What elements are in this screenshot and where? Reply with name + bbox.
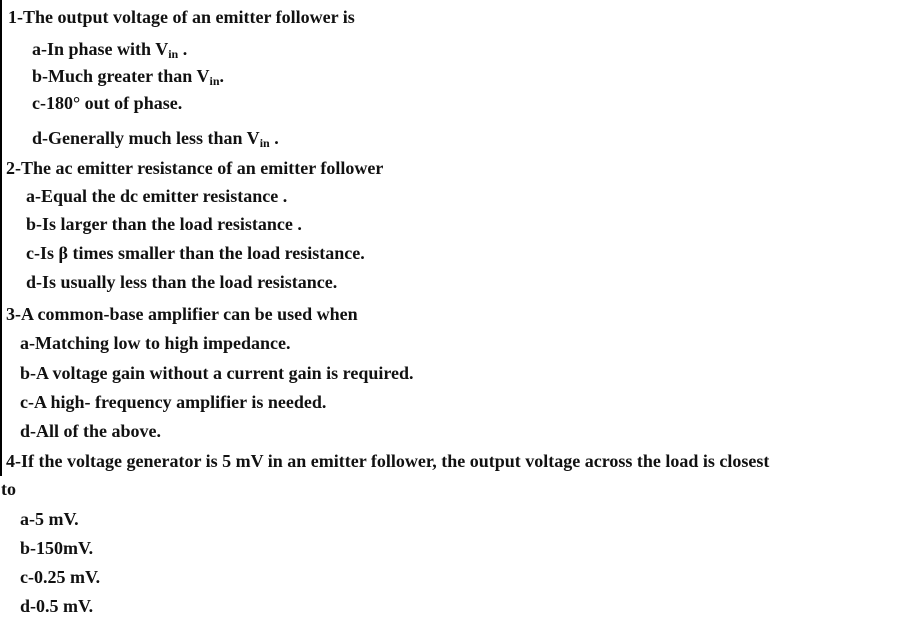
question-1-option-b[interactable]	[32, 65, 224, 87]
question-4-stem-continuation: to	[1, 479, 16, 499]
option-text: d-Generally much less than V	[32, 128, 260, 148]
question-3-option-c[interactable]: c-A high- frequency amplifier is needed.	[20, 392, 327, 412]
subscript: in	[209, 74, 220, 88]
question-1-stem: 1-The output voltage of an emitter follower is	[8, 7, 355, 27]
question-3-stem: 3-A common-base amplifier can be used when	[6, 304, 358, 324]
question-3-option-b[interactable]: b-A voltage gain without a current gain is required.	[20, 363, 414, 383]
subscript: in	[259, 136, 270, 150]
question-3-option-d[interactable]: d-All of the above.	[20, 421, 161, 441]
question-3-option-a[interactable]: a-Matching low to high impedance.	[20, 333, 291, 353]
question-2-option-b[interactable]: b-Is larger than the load resistance .	[26, 214, 302, 234]
question-1-option-a[interactable]	[32, 38, 187, 60]
question-4-option-b[interactable]: b-150mV.	[20, 538, 94, 558]
margin-rule	[0, 0, 2, 160]
question-2-stem: 2-The ac emitter resistance of an emitter follower	[6, 158, 384, 178]
option-suffix: .	[269, 128, 279, 148]
question-2-option-d[interactable]: d-Is usually less than the load resistance.	[26, 272, 338, 292]
option-text: c-180° out of phase.	[32, 93, 183, 113]
question-4-option-a[interactable]: a-5 mV.	[20, 509, 79, 529]
question-2-option-a[interactable]: a-Equal the dc emitter resistance .	[26, 186, 288, 206]
option-text: b-Much greater than V	[32, 66, 210, 86]
question-1-option-d[interactable]	[32, 127, 279, 149]
option-text: a-In phase with V	[32, 39, 169, 59]
question-4-stem: 4-If the voltage generator is 5 mV in an emitter follower, the output voltage across the load is closest	[6, 451, 770, 471]
question-2-option-c[interactable]: c-Is β times smaller than the load resistance.	[26, 243, 365, 263]
margin-rule	[0, 446, 2, 476]
margin-rule	[0, 298, 2, 448]
subscript: in	[168, 47, 179, 61]
question-4-option-d[interactable]: d-0.5 mV.	[20, 596, 94, 616]
margin-rule	[0, 150, 2, 298]
option-suffix: .	[219, 66, 225, 86]
option-suffix: .	[178, 39, 188, 59]
question-1-option-c[interactable]	[32, 92, 182, 114]
question-4-option-c[interactable]: c-0.25 mV.	[20, 567, 101, 587]
